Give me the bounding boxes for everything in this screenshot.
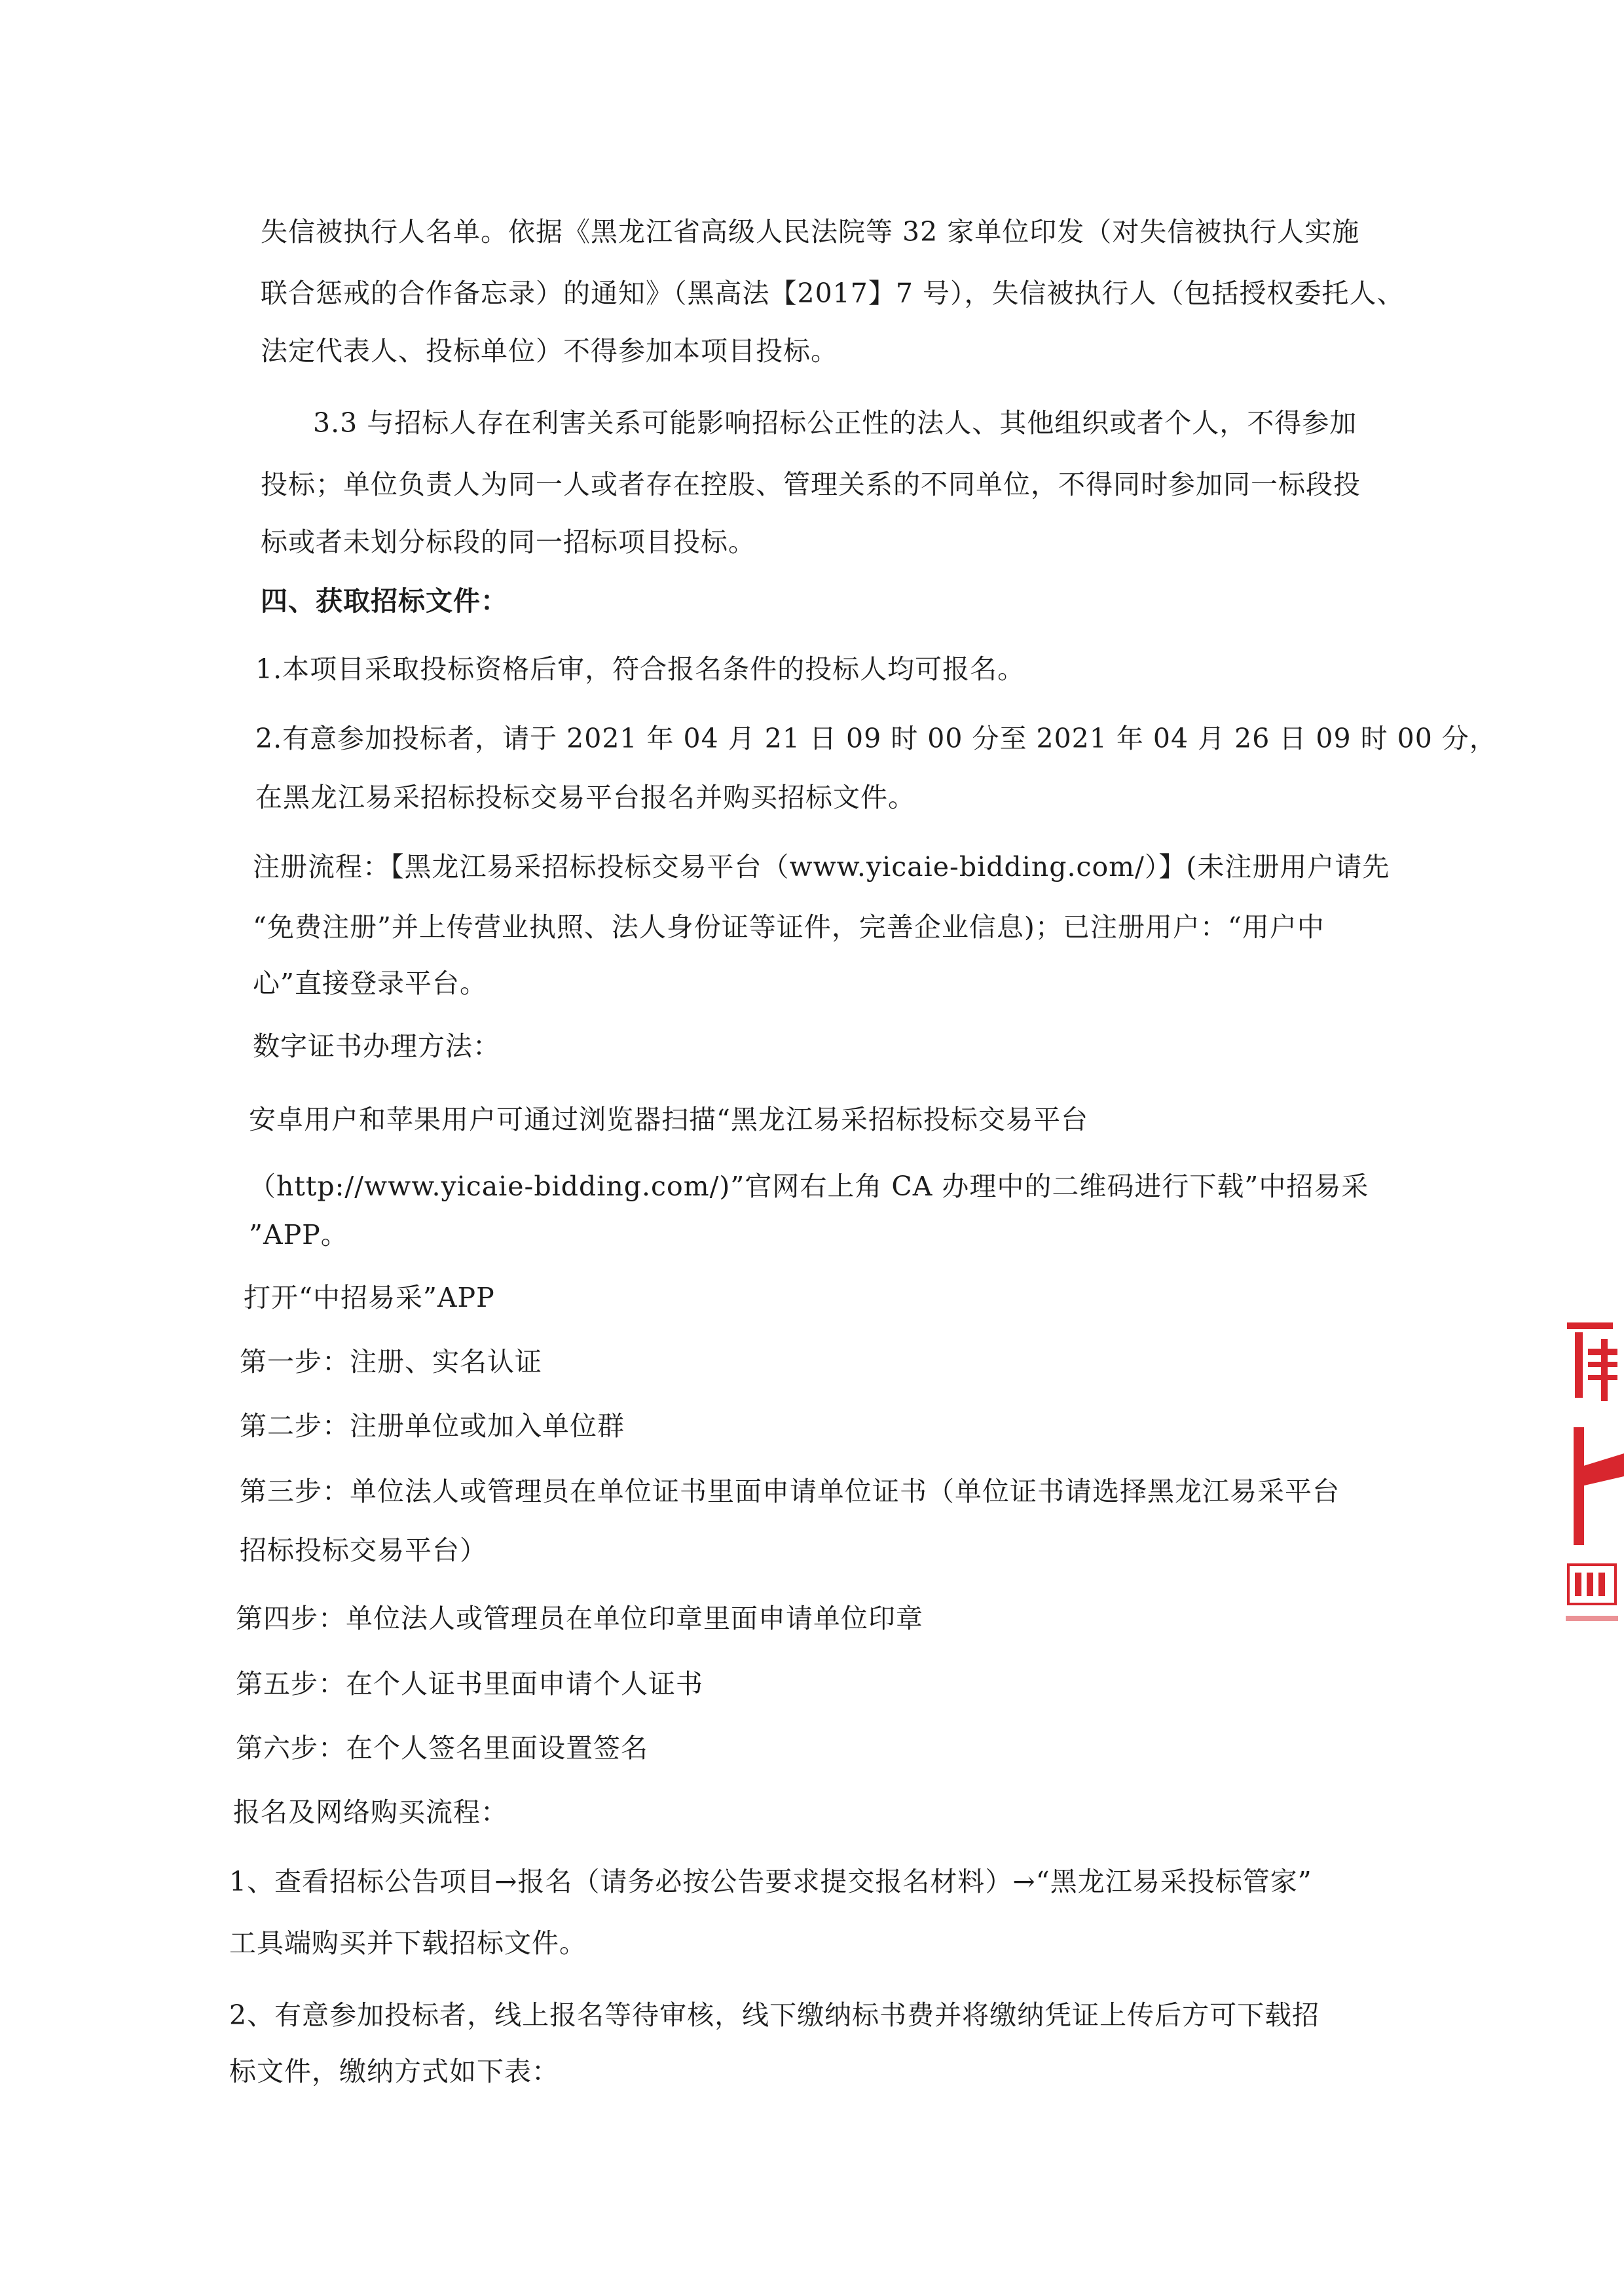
step-line: 第五步：在个人证书里面申请个人证书 xyxy=(236,1668,703,1700)
paragraph-line: 3.3 与招标人存在利害关系可能影响招标公正性的法人、其他组织或者个人，不得参加 xyxy=(313,407,1357,439)
step-line: 第六步：在个人签名里面设置签名 xyxy=(236,1732,648,1764)
paragraph-line: “免费注册”并上传营业执照、法人身份证等证件，完善企业信息)；已注册用户：“用户中 xyxy=(253,911,1325,943)
paragraph-line: 在黑龙江易采招标投标交易平台报名并购买招标文件。 xyxy=(255,782,915,813)
paragraph-line: 联合惩戒的合作备忘录）的通知》（黑高法【2017】7 号），失信被执行人（包括授权委托人、 xyxy=(261,278,1405,309)
paragraph-line: 注册流程：【黑龙江易采招标投标交易平台（www.yicaie-bidding.com/）】(未注册用户请先 xyxy=(253,851,1390,883)
paragraph-line: 心”直接登录平台。 xyxy=(253,968,487,999)
paragraph-line: 数字证书办理方法： xyxy=(253,1030,500,1062)
paragraph-line: 失信被执行人名单。依据《黑龙江省高级人民法院等 32 家单位印发（对失信被执行人实施 xyxy=(261,216,1360,247)
paragraph-line: 2.有意参加投标者，请于 2021 年 04 月 21 日 09 时 00 分至 2021 年 04 月 26 日 09 时 00 分， xyxy=(255,723,1497,754)
paragraph-line: 2、有意参加投标者，线上报名等待审核，线下缴纳标书费并将缴纳凭证上传后方可下载招 xyxy=(229,1999,1320,2031)
paragraph-line: 1、查看招标公告项目→报名（请务必按公告要求提交报名材料）→“黑龙江易采投标管家” xyxy=(229,1866,1312,1897)
paragraph-line: 标或者未划分标段的同一招标项目投标。 xyxy=(261,526,756,558)
paragraph-line: 投标；单位负责人为同一人或者存在控股、管理关系的不同单位，不得同时参加同一标段投 xyxy=(261,469,1361,500)
step-line: 第二步：注册单位或加入单位群 xyxy=(240,1410,625,1442)
paragraph-line: （http://www.yicaie-bidding.com/)”官网右上角 CA 办理中的二维码进行下载”中招易采 xyxy=(249,1171,1369,1202)
paragraph-line: 工具端购买并下载招标文件。 xyxy=(229,1927,587,1959)
paragraph-line: 法定代表人、投标单位）不得参加本项目投标。 xyxy=(261,335,838,367)
step-line: 招标投标交易平台） xyxy=(240,1535,487,1566)
paragraph-line: 标文件，缴纳方式如下表： xyxy=(229,2056,559,2087)
step-line: 第四步：单位法人或管理员在单位印章里面申请单位印章 xyxy=(236,1603,923,1634)
step-line: 第三步：单位法人或管理员在单位证书里面申请单位证书（单位证书请选择黑龙江易采平台 xyxy=(240,1476,1340,1507)
paragraph-line: 1.本项目采取投标资格后审，符合报名条件的投标人均可报名。 xyxy=(255,653,1025,685)
paragraph-line: 报名及网络购买流程： xyxy=(233,1796,508,1828)
paragraph-line: 打开“中招易采”APP xyxy=(244,1282,495,1313)
step-line: 第一步：注册、实名认证 xyxy=(240,1346,542,1377)
paragraph-line: ”APP。 xyxy=(249,1219,348,1250)
paragraph-line: 安卓用户和苹果用户可通过浏览器扫描“黑龙江易采招标投标交易平台 xyxy=(249,1104,1088,1135)
red-seal-stamp xyxy=(1562,1303,1624,1643)
section-heading: 四、获取招标文件： xyxy=(261,585,508,617)
